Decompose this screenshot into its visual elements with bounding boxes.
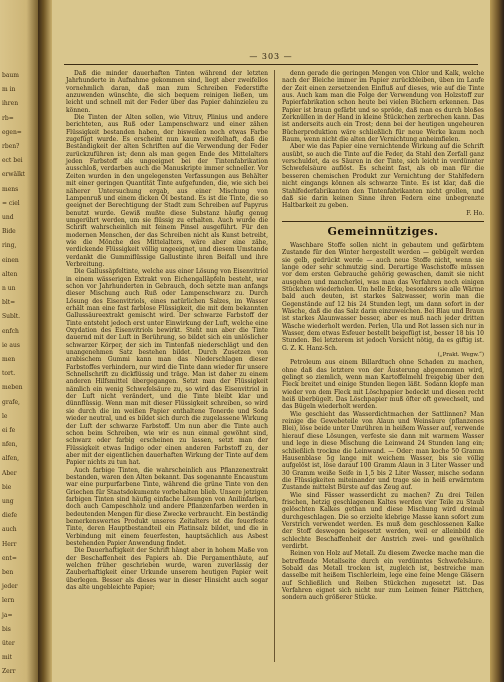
previous-page-line: alten xyxy=(2,270,18,278)
previous-page-line: mit xyxy=(2,654,13,662)
previous-page-line: ihren xyxy=(2,100,19,108)
left-paragraph-2: Die Tinten der Alten sollen, wie Vitruv, Plinius und andere berichteten, aus Ruß oder Lampenschwarz und einer zähen Flüssigkeit bestanden haben, der bisweilen noch etwas Farbe zugefügt wurde. Es erscheint nun kaum zweifelhaft, daß die Beständigkeit der alten Schriften auf die Verwendung der Feder zurückzuführen ist; denn als man gegen Ende des Mittelalters jeden Farbstoff als ungeeignet bei der Tintenfabrikation ausschloß, verdarben auch die Manuskripte immer schneller. Vor Zeiten wurden in den ungelegensten Verfassungen aus Behälter mit einer geringen Quantität Tinte aufgefunden, die, wie sich bei näherer Untersuchung ergab, aus einer Mischung von Lampenruß und einem dicken Öl bestand. Es ist die Tinte, die so geeignet der Berechtigung der Stadt zum Schreiben auf Papyrus benutzt wurde. Gewiß mußte diese Substanz häufig genug umgerührt werden, um sie flüssig zu erhalten. Auch wurde die Schrift wahrscheinlich mit feinem Pinsel ausgeführt. Für den modernen Menschen, der das Schreiben nicht als Kunst betreibt, wie die Mönche des Mittelalters, wäre aber eine zähe, verdickende Flüssigkeit völlig ungeeignet, und diesem Umstande verdankt die Gummiflüssige Gallustinte ihren Beifall und ihre Verbreitung. xyxy=(66,114,268,268)
previous-page-line: lern xyxy=(2,597,15,605)
previous-page-line: Aber xyxy=(2,469,17,477)
previous-page-edge xyxy=(0,0,38,682)
previous-page-line: Herr xyxy=(2,540,17,548)
book-page xyxy=(52,0,490,682)
previous-page-line: jeder xyxy=(2,583,18,591)
tip-paragraph-4: Wie sind Fässer wasserdicht zu machen? Zu drei Teilen frischen, hetzig geschlagenen Kaltes werden vier Teile zu Staub gelöschten Kalkes gethan und diese Mischung wird dreimal durchgeschlagen. Die so erzielte klebrige Masse kann sofort zum Verstrich verwendet werden. Es muß dem geschlossenen Kalke der Stoff deswegen beigesetzt werden, weil er alleinbild die schlechte Beschaffenheit der Anstrich zwei- und gewöhnlich verdirbt. xyxy=(282,491,484,550)
left-paragraph-3: Die Gallussäpfeltinte, welche aus einer Lösung von Eisenvitriol in einem wässerigen Extrakt von Eichengalläpfeln besteht, war schon vor Jahrhunderten in Gebrauch, doch setzte man anfangs dieser Mischung auch Ruß oder Lampenschwarz zu. Durch Lösung des Eisenvitriols, eines natürlichen Salzes, im Wasser erhält man eine fast farblose Flüssigkeit, die mit dem bekannten Gallussäureextrakt gemischt wird. Der schwarze Farbstoff der Tinte entsteht jedoch erst unter Einwirkung der Luft, welche eine Oxydation des Eisenvitriols bewirkt. Steht nun aber die Tinte dauernd mit der Luft in Berührung, so bildet sich ein unlöslicher schwarzer Körper, der sich im Tintenfaß niederschlägt und den unangenehmen Satz bestehen bildet. Durch Zusetzen von arabischem Gummi kann man das Niederschlagen dieser Farbstoffes verhindern, nur wird die Tinte dann wieder für unsere Schnellschrift zu dickflüssig und träge. Man ist daher zu einem anderen Hilfsmittel übergegangen. Setzt man der Flüssigkeit nämlich ein wenig Schwefelsäure zu, so wird das Eisenvitriol in der Luft nicht verändert, und die Tinte bleibt klar und dünnflüssig. Wenn man mit dieser Flüssigkeit schreiben, so wird sie durch die im weißen Papier enthaltene Tonerde und Soda wieder neutral, und es bildet sich durch die zugelassene Wirkung der Luft der schwarze Farbstoff. Um nun aber die Tinte auch schon beim Schreiben, wie wir es nun einmal gewöhnt sind, schwarz oder farbig erscheinen zu lassen, setzt man der Flüssigkeit etwas Indigo oder einen anderen Farbstoff zu, der aber mit der eigentlichen dauerhaften Wirkung der Tinte auf dem Papier nichts zu tun hat. xyxy=(66,268,268,467)
previous-page-line: üter xyxy=(2,640,15,647)
previous-page-line: meben xyxy=(2,384,23,392)
left-paragraph-5: Die Dauerhaftigkeit der Schrift hängt aber in hohem Maße von der Beschaffenheit des Papiers ab. Die Pergamenthäute, auf welchen früher geschrieben wurde, waren zuverlässig der Zauberhaftigkeit einer Urkunde unserem heutigen Papier weit überlegen. Besser als dieses war in dieser Hinsicht auch sogar das alte ungebleichte Papier; xyxy=(66,547,268,592)
tip-source: („Prakt. Wegw.“) xyxy=(437,352,484,359)
previous-page-line: einen xyxy=(2,256,19,264)
previous-page-line: bie xyxy=(2,483,12,491)
tip-paragraph-2: Petroleum aus einem Billardtuch ohne Schaden zu machen, ohne daß das letztere von der Äusterung abgenommen wird, gelingt so ziemlich, wenn man Kartoffelmehl freigebig über den Fleck breitet und einige Stunden liegen läßt. Sodann klopfe man wieder von dem Fleck mit Löschpapier bedeckt und diesen recht heiß überbügelt. Das Löschpapier muß öfter oft gewechselt, und das Bügeln wiederholt werden. xyxy=(282,359,484,411)
previous-page-line: n un xyxy=(2,285,16,292)
previous-page-line: ben xyxy=(2,569,14,576)
previous-page-line: ent= xyxy=(2,554,17,562)
previous-page-line: ei fe xyxy=(2,427,16,434)
previous-page-line: ring, xyxy=(2,242,17,250)
previous-page-line: rben? xyxy=(2,143,20,150)
page-edge xyxy=(490,0,504,682)
tip-paragraph-5: Reinen von Holz auf Metall. Zu diesem Zwecke mache man die betreffende Metallseite durch ein verdünntes Schwefelsäure. Sobald das Metall trocken ist, zugleich ist, bestreiche man dasselbe mit heißem Tischlerleim, lege eine feine Menge Gläsern auf Schließlich und Reiben Stückchen zugesetzt ist. Das Verfahren eignet sich nicht nur zum Leimen feiner Plättchen, sondern auch größerer Stücke. xyxy=(282,550,484,602)
right-paragraph-2: Aber wie das Papier eine vernichtende Wirkung auf die Schrift ausübt, so auch die Tinte auf die Feder, da Stahl den Zerfall ganz verschuldet, da es Säuren in der Tinte, sich leicht in verdünnter Schwefelsäure auflöst. Es scheint fast, als ob man für die besseren chemischen Produkt zur Vernichtung der Stahlfedern nicht eingangs können als schwarze Tinte. Es ist klar, daß die Stahlfederfabrikanten den Tintenfabrikanten nicht grollen, und daß sie darin keinen Sinne ihren Federn eine unbegrenzte Haltbarkeit zu geben. xyxy=(282,143,484,210)
previous-page-line: bis xyxy=(2,625,11,633)
previous-page-line: men xyxy=(2,356,16,363)
previous-page-line: = ciel xyxy=(2,199,20,207)
previous-page-line: egen= xyxy=(2,128,22,136)
previous-page-line: nfen, xyxy=(2,441,18,449)
previous-page-line: alfen, xyxy=(2,455,20,463)
tip-paragraph-3: Wie geschieht das Wasserdichtmachen der Sattlinnen? Man reinige die Gewebeteile von Alaun und Weinsäure (pflanzenes Blei), löse beide unter Umrühren in heißem Wasser auf, verwende hierauf diese Lösungen, verfeste sie dann mit warmem Wasser und lege in diese Mischung die Leinwand 24 Stunden lang ein; schließlich trockne die Leinwand. — Oder: man koche 50 Gramm Hausenblase 5g lange mit weichem Wasser, bis sie völlig aufgelöst ist, löse darauf 100 Gramm Alaun in 3 Liter Wasser und 30 Gramm weiße Seife in 1,5 bis 2 Liter Wasser, mische sodann die Flüssigkeiten miteinander und trage sie in heiß erwärmtem Zustande mittelst Bürste auf das Zeug auf. xyxy=(282,410,484,492)
previous-page-line: ect bei xyxy=(2,157,23,165)
book-gutter xyxy=(38,0,52,682)
left-paragraph-4: Auch farbige Tinten, die wahrscheinlich aus Pflanzenextrakt bestanden, waren den Alten bekannt. Das sogenannte Encaustum war eine purpurfarbene Tinte, während die grüne Tinte von den Griechen für Staatsdokumente vorbehalten blieb. Unsere jetzigen farbigen Tinten sind häufig einfache Lösungen von Anilinfarben, doch auch Campeschholz und andere Pflanzenfarben werden in bedeutenden Mengen für diese Zwecke verbraucht. Ein beständig bemerkenswertes Produkt unseres Zeitalters ist die feuerfeste Tinte, deren Hauptbestandteil ein Platinsalz bildet, und die in Verbindung mit einem feuerfesten, hauptsächlich aus Asbest bestehenden Papier Anwendung findet. xyxy=(66,466,268,547)
previous-page-line: ie aus xyxy=(2,341,20,349)
previous-page-line: Zerr xyxy=(2,668,16,676)
previous-page-line: m in xyxy=(2,86,16,94)
right-column xyxy=(282,70,484,602)
previous-page-line: baum xyxy=(2,72,19,79)
previous-page-line: mens xyxy=(2,185,19,193)
header-rule xyxy=(64,64,478,65)
page-number: — 303 — xyxy=(249,52,293,61)
previous-page-line: Bide xyxy=(2,228,16,236)
previous-page-line: enfch xyxy=(2,327,19,335)
article-signature: F. Ho. xyxy=(466,209,484,217)
tip-paragraph-1: Waschbare Stoffe sollen nicht in gebautem und gefärbtem Zustande für den Winter hergestellt werden — gebügelt werden sie gelb, gedrückt werde — auch neue Stoffe nicht, wenn sie lange oder sehr schmutzig sind. Derartige Waschstoffe müssen vor dem ersten Gebrauche gehörig gewaschen, damit sie nicht ausgehen und mancherlei, was man das Verfahren noch einigen Stückchen wiederholen. Um helle Ecke, besonders sie alle Wärme bald auch deuten, ist starkes Salzwasser, worin man die Gegenstände auf 12 bis 24 Stunden legt, um dann sofort in der Wäsche, daß die das Salz darin einzuweichen. Bei Blau und Braun ist starkes Alaunwasser besser, aber es muß nach jeder dritten Wäsche wiederholt werden. Perlen, Ula und Rot lassen sich nur in Wasser, dem etwas Esfeuer bestellt beigefügt ist, besser 18 bis 10 Stunden. Bei letzterem ist jedoch Vorsicht nötig, da es giftig ist. G. Z. K. Hanz-Sch. xyxy=(282,241,484,352)
previous-page-line: Sublt. xyxy=(2,313,21,321)
previous-page-line: ja= xyxy=(2,611,13,619)
previous-page-line: blt= xyxy=(2,299,16,307)
left-column xyxy=(66,70,268,591)
previous-page-line: erwälkt xyxy=(2,171,26,179)
left-paragraph-1: Daß die minder dauerhaften Tinten während der letzten Jahrhunderte in Aufnahme gekommen sind, liegt aber zweifellos vornehmlich daran, daß man zum Schreiben Federstifte anzuwenden wünschte, die sich bequem reinigen ließen, um leicht und schnell mit der Feder über das Papier dahinzieleu zu können. xyxy=(66,70,268,114)
previous-page-line: ung xyxy=(2,498,14,505)
previous-page-line: diefe xyxy=(2,512,18,520)
section-heading: Gemeinnütziges. xyxy=(282,221,484,238)
right-paragraph-1: denn gerade die geringen Mengen von Chlor und Kalk, welche nach der Bleiche immer im Papier zurückbleiben, üben im Laufe der Zeit einen zersetzenden Einfluß auf dieses, wie auf die Tinte aus. Auch kam man die Folge der Verwendung von Holzstoff zur Papierfabrikation schon heute bei vielen Büchern erkennen. Das Papier ist braun gefärbt und so spröde, daß man es durch bloßes Zerknüllen in der Hand in kleine Stückchen zerbrechen kann. Das ist anderseits auch ein Trost; denn bei der heutigen ungeheuren Bücherproduktion wäre schließlich für neue Werke kaum noch Raum, wenn nicht die alten der Vernichtung anheimfielen. xyxy=(282,70,484,144)
previous-page-line: rb= xyxy=(2,114,14,122)
previous-page-line: grafe, xyxy=(2,398,20,406)
column-divider xyxy=(274,70,275,662)
previous-page-line: auch xyxy=(2,526,17,534)
previous-page-line: und xyxy=(2,214,14,221)
previous-page-line: le xyxy=(2,412,8,420)
previous-page-line: tort. xyxy=(2,370,16,378)
